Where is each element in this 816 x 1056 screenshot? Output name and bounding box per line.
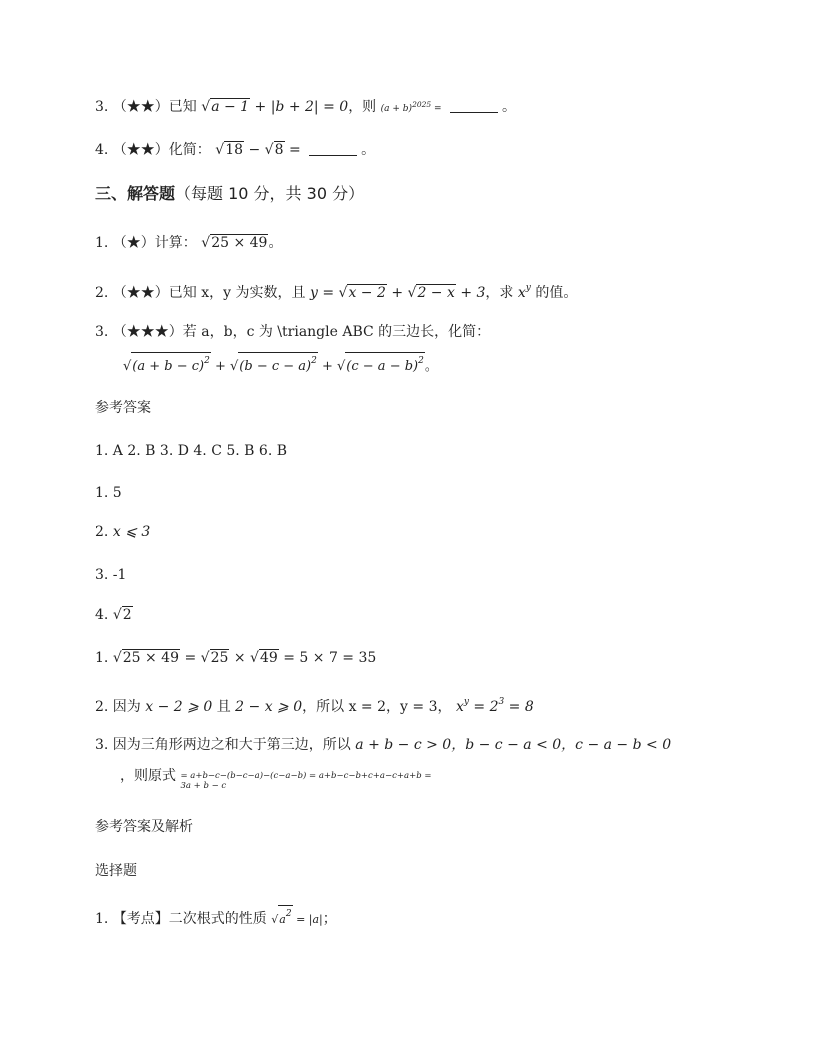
answers-title: 参考答案 [95, 400, 151, 416]
answer-fill-2-expression: x ⩽ 3 [112, 524, 151, 540]
answer-fill-2-label: 2. [95, 524, 109, 540]
analysis-item-1 [95, 905, 337, 930]
solution-2-condition-1: x − 2 ⩾ 0 [145, 699, 213, 715]
solution-2-result: $x^y = 2^3 = 8$ [455, 697, 534, 715]
fill-item-4-expression: √18 − √8 = [215, 142, 301, 158]
fill-item-4 [95, 140, 375, 160]
fill-item-4-blank [309, 155, 357, 156]
solution-2-and: 且 [216, 699, 231, 715]
problem-3-tail: 。 [424, 359, 438, 374]
fill-item-4-tail: 。 [361, 142, 376, 158]
analysis-item-1-expression: $√a^2 = |a|$ [271, 913, 323, 926]
answer-fill-3: 3. -1 [95, 567, 127, 583]
problem-3-prefix: 3. （★★★）若 a，b，c 为 \triangle ABC 的三边长，化简： [95, 324, 491, 340]
section-3-title: 三、解答题 [95, 184, 176, 203]
problem-2-equation: y = √x − 2 + √2 − x + 3 [309, 285, 486, 301]
analysis-item-1-tail: ； [322, 911, 337, 927]
answer-fill-4 [95, 605, 133, 625]
problem-1 [95, 233, 282, 253]
fill-item-3-prefix: 3. （★★）已知 [95, 99, 197, 115]
problem-2-prefix: 2. （★★）已知 x，y 为实数，且 [95, 285, 306, 301]
problem-2-tail: 的值。 [535, 285, 578, 301]
problem-1-tail: 。 [268, 235, 283, 251]
fill-item-3-suffix: ，则 [348, 99, 377, 115]
problem-2 [95, 278, 577, 303]
problem-1-expression: √25 × 49 [201, 235, 268, 251]
solution-3-prefix: 3. 因为三角形两边之和大于第三边，所以 [95, 737, 351, 753]
analysis-title: 参考答案及解析 [95, 819, 193, 835]
fill-item-4-prefix: 4. （★★）化简： [95, 142, 211, 158]
problem-3 [95, 322, 490, 342]
solution-3-result-label: ，则原式 [120, 768, 176, 784]
fill-item-3 [95, 95, 516, 119]
problem-2-power: $x^y$ [517, 283, 531, 301]
solution-3-inequalities: a + b − c > 0，b − c − a < 0，c − a − b < 0 [355, 737, 672, 753]
problem-2-mid: ，求 [485, 285, 514, 301]
problem-3-expression-line [123, 352, 438, 377]
solution-1-label: 1. [95, 650, 109, 666]
solution-2-mid: ，所以 x = 2，y = 3， [302, 699, 452, 715]
solution-1-expression: √25 × 49 = √25 × √49 = 5 × 7 = 35 [112, 650, 377, 666]
solution-1 [95, 648, 376, 668]
fill-item-3-tail: 。 [502, 99, 517, 115]
analysis-item-1-prefix: 1. 【考点】二次根式的性质 [95, 911, 267, 927]
section-3-note: （每题 10 分，共 30 分） [175, 184, 365, 203]
answer-choices: 1. A 2. B 3. D 4. C 5. B 6. B [95, 443, 288, 459]
problem-1-prefix: 1. （★）计算： [95, 235, 197, 251]
solution-2-prefix: 2. 因为 [95, 699, 141, 715]
solution-2 [95, 692, 534, 717]
answer-fill-1: 1. 5 [95, 485, 122, 501]
problem-3-expression: $√(a + b - c)^2 + √(b - c - a)^2 + √(c - a - b)^2$ [123, 359, 425, 374]
answer-fill-4-label: 4. [95, 607, 109, 623]
solution-3-continuation [120, 766, 431, 791]
answer-fill-2 [95, 522, 150, 542]
fill-item-3-equation: √a − 1 + |b + 2| = 0 [201, 99, 349, 115]
solution-3-expression: = a+b−c−(b−c−a)−(c−a−b) = a+b−c−b+c+a−c+a+b = 3a + b − c [180, 771, 432, 791]
section-3-heading [95, 184, 364, 204]
solution-2-condition-2: 2 − x ⩾ 0 [235, 699, 303, 715]
choice-title: 选择题 [95, 863, 137, 879]
answer-fill-4-expression: √2 [112, 607, 132, 623]
fill-item-3-expression: $(a + b)^{2025}$ = [380, 100, 442, 114]
fill-item-3-blank [450, 112, 498, 113]
solution-3 [95, 735, 671, 755]
